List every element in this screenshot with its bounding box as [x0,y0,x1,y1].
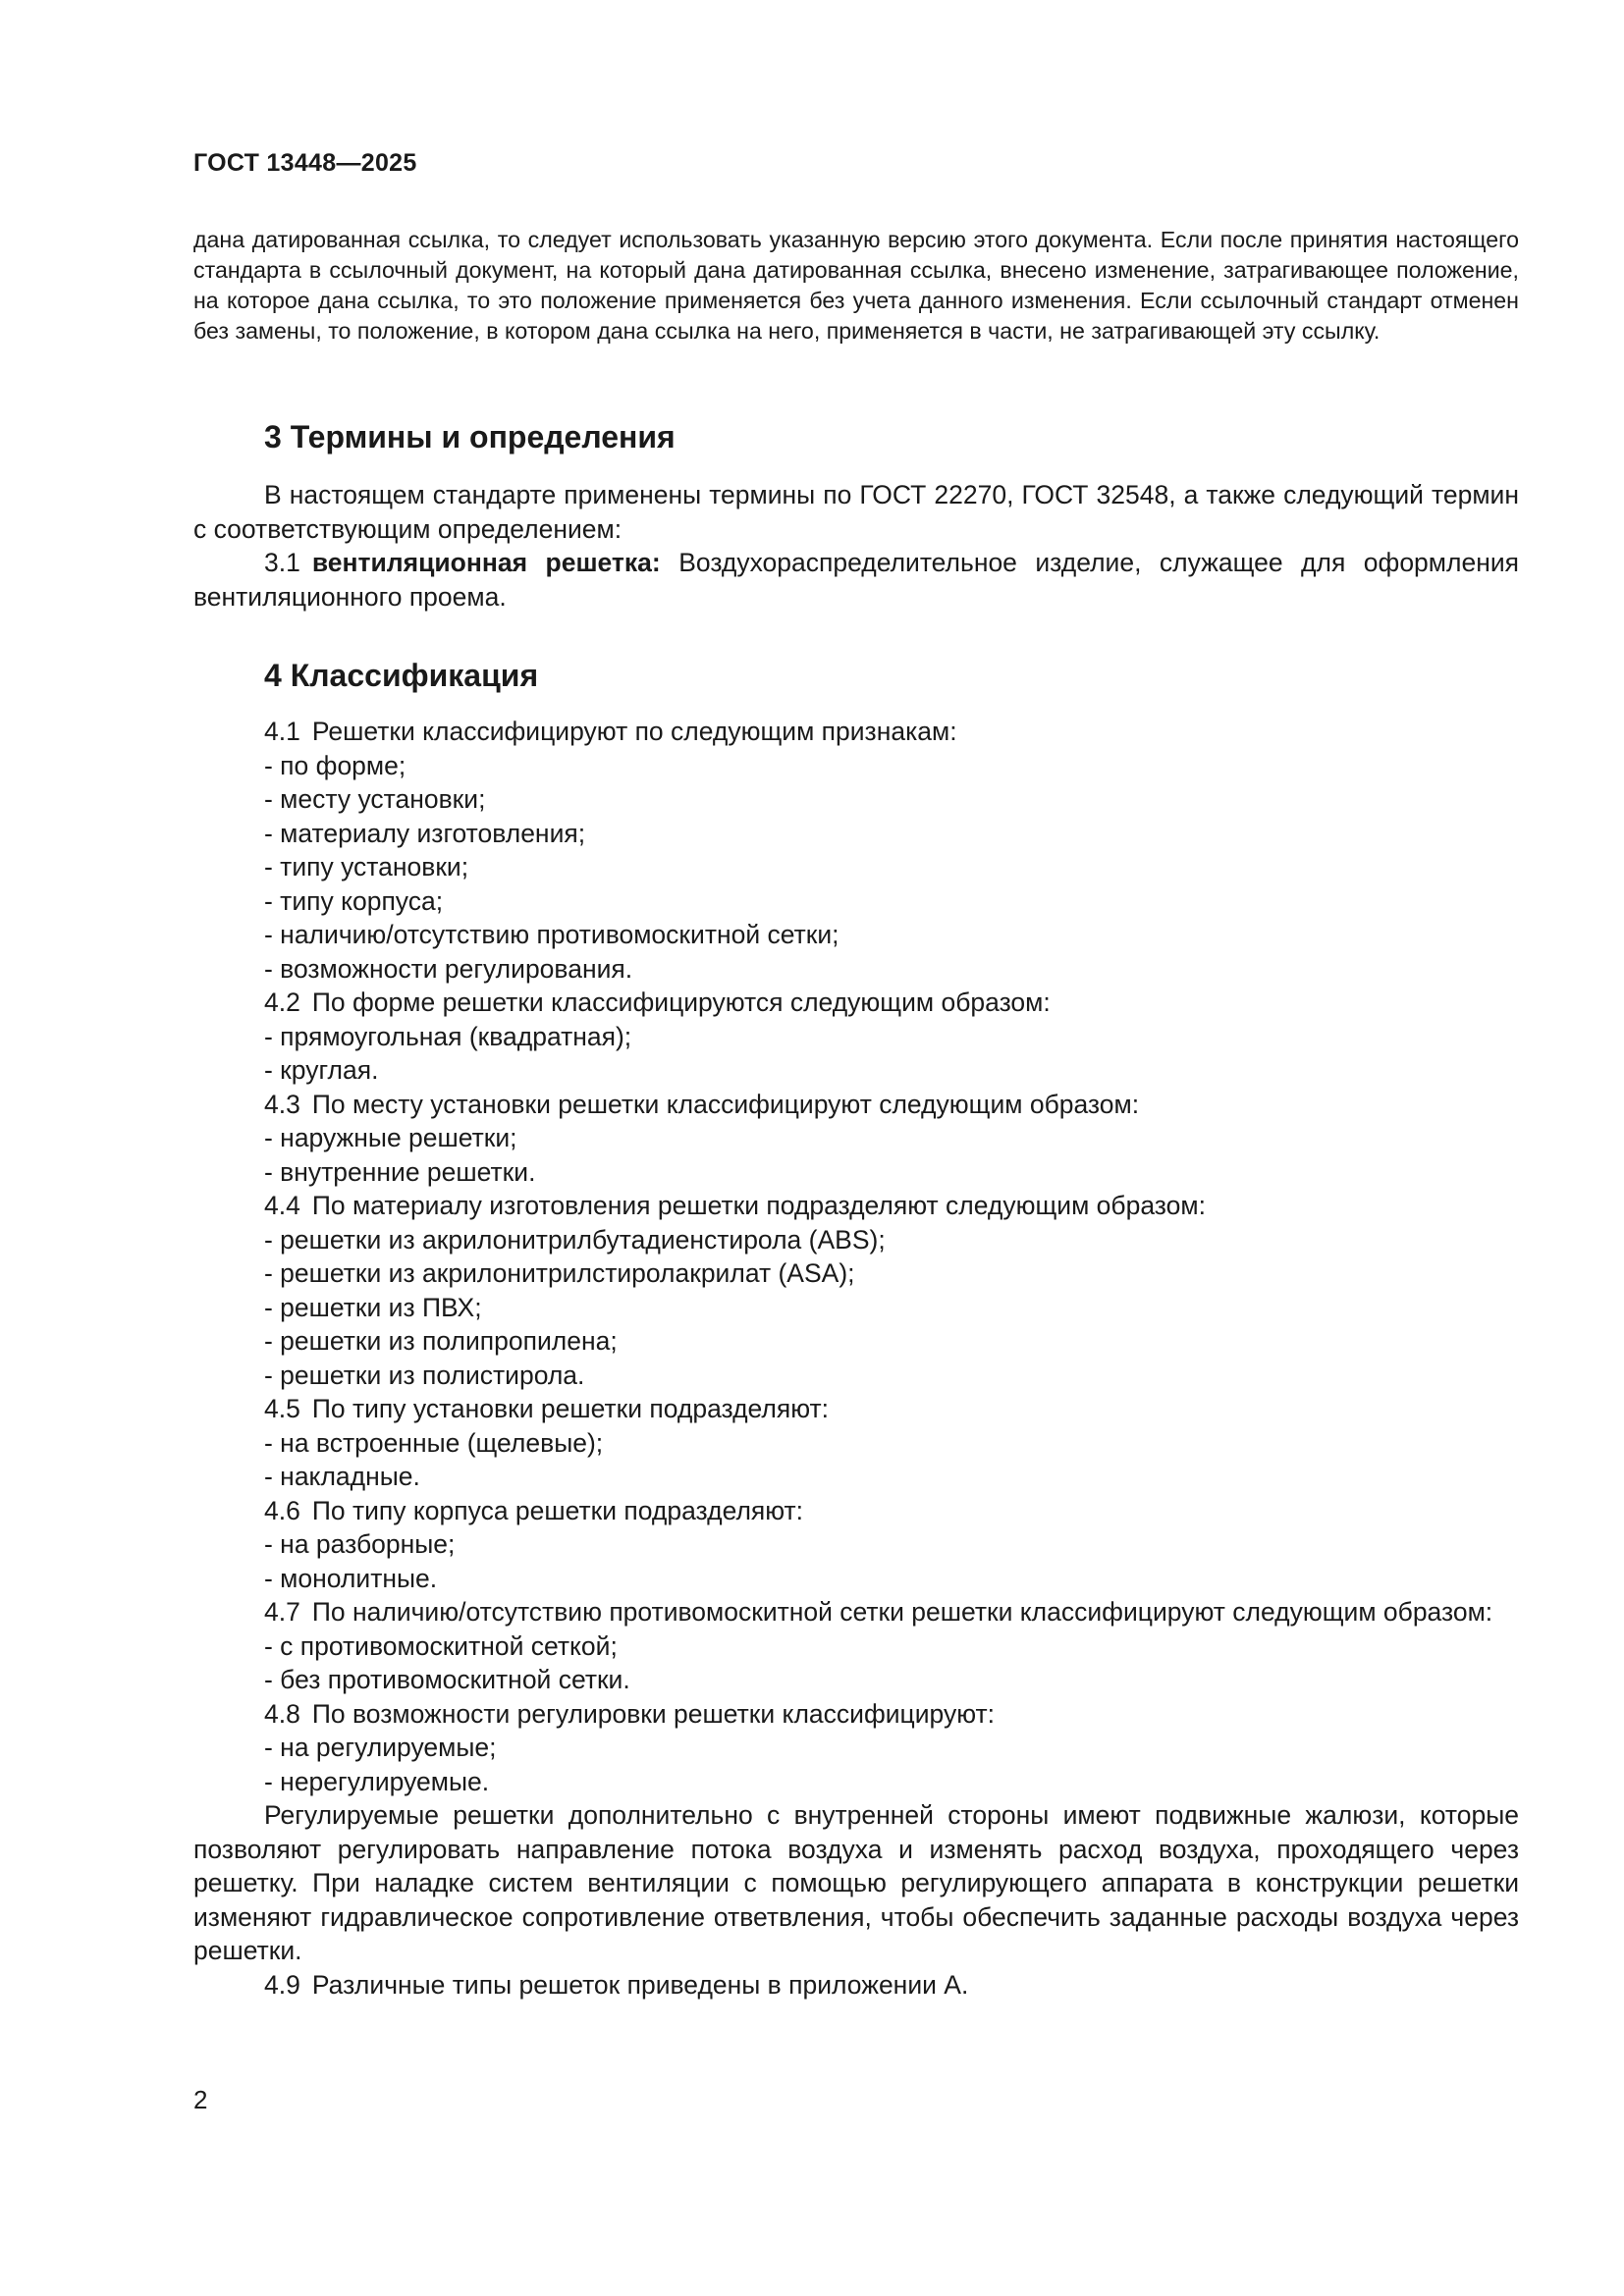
clause-text: По типу корпуса решетки подразделяют: [311,1495,804,1525]
list-item: - возможности регулирования. [264,953,633,984]
list-item: - круглая. [264,1055,379,1085]
list-item: - на регулируемые; [264,1733,497,1762]
list-item: - наружные решетки; [264,1123,517,1152]
list-item: - прямоугольная (квадратная); [264,1021,632,1051]
dash-list [193,1121,1519,1189]
clause-text: По месту установки решетки классифицируют следующим образом: [311,1089,1140,1119]
clause-4-6 [193,1494,1519,1528]
clause-number: 4.7 [264,1597,300,1627]
clause-4-9 [193,1968,1519,2002]
list-item: - типу установки; [264,852,469,881]
list-item: - решетки из ПВХ; [264,1292,482,1322]
dash-list [193,1731,1519,1798]
clause-4-8 [193,1697,1519,1732]
list-item: - монолитные. [264,1563,438,1593]
clause-number: 3.1 [264,548,300,577]
list-item: - без противомоскитной сетки. [264,1665,630,1694]
list-item: - внутренние решетки. [264,1156,536,1187]
clause-number: 4.9 [264,1969,300,2000]
clause-number: 4.2 [264,988,300,1017]
clause-text: По материалу изготовления решетки подразделяют следующим образом: [311,1191,1206,1220]
list-item: - месту установки; [264,784,486,814]
list-item: - наличию/отсутствию противомоскитной сетки; [264,920,839,949]
clause-number: 4.6 [264,1495,300,1525]
list-item: - решетки из акрилонитрилстиролакрилат (ASA); [264,1258,855,1288]
definition-3-1 [193,546,1519,614]
definition-text: Воздухораспределительное изделие, служащее для оформления вентиляционного проема. [193,548,1520,612]
section-4-heading: 4 Классификация [264,658,539,693]
clause-4-2 [193,986,1519,1020]
list-item: - на разборные; [264,1529,456,1559]
section-3-intro: В настоящем стандарте применены термины по ГОСТ 22270, ГОСТ 32548, а также следующий термин с соответствующим определением: [193,480,1519,544]
clause-4-3 [193,1088,1519,1122]
list-item: - решетки из полипропилена; [264,1326,618,1356]
clause-number: 4.4 [264,1191,300,1220]
section-3-heading: 3 Термины и определения [264,419,676,454]
defined-term: вентиляционная решетка: [311,548,661,577]
list-item: - на встроенные (щелевые); [264,1427,604,1458]
clause-text: Решетки классифицируют по следующим признакам: [311,717,957,746]
continued-paragraph: дана датированная ссылка, то следует использовать указанную версию этого документа. Если после принятия настоящего стандарта в ссылочный документ, на который дана датированная ссылка, внесено изменение, затрагивающее положение, на которое дана ссылка, то это положение применяется без учета данного изменения. Если ссылочный стандарт отменен без замены, то положение, в котором дана ссылка на него, применяется в части, не затрагивающей эту ссылку. [193,227,1519,344]
document-body [193,417,1519,2002]
list-item: - накладные. [264,1462,420,1491]
clause-4-5 [193,1392,1519,1426]
clause-text: По форме решетки классифицируются следующим образом: [311,988,1051,1017]
adjustable-grilles-note: Регулируемые решетки дополнительно с внутренней стороны имеют подвижные жалюзи, которые позволяют регулировать направление потока воздуха и изменять расход воздуха, проходящего через решетку. При наладке систем вентиляции с помощью регулирующего аппарата в конструкции решетки изменяют гидравлическое сопротивление ответвления, чтобы обеспечить заданные расходы воздуха через решетки. [193,1800,1519,1965]
dash-list [193,1223,1519,1393]
dash-list [193,1629,1519,1697]
list-item: - с противомоскитной сеткой; [264,1630,618,1661]
clause-4-7 [193,1595,1519,1629]
list-item: - решетки из акрилонитрилбутадиенстирола (ABS); [264,1224,886,1255]
clause-text: По типу установки решетки подразделяют: [311,1394,830,1423]
clause-number: 4.5 [264,1394,300,1423]
classification-clauses [193,715,1519,1798]
clause-4-4 [193,1189,1519,1223]
dash-list [193,749,1519,987]
dash-list [193,1020,1519,1088]
clause-text: По наличию/отсутствию противомоскитной сетки решетки классифицируют следующим образом: [311,1597,1493,1627]
list-item: - типу корпуса; [264,885,444,916]
dash-list [193,1426,1519,1494]
clause-number: 4.1 [264,717,300,746]
clause-text: По возможности регулировки решетки классифицируют: [311,1698,996,1729]
list-item: - материалу изготовления; [264,818,586,848]
list-item: - нерегулируемые. [264,1766,490,1796]
dash-list [193,1527,1519,1595]
clause-4-1 [193,715,1519,749]
list-item: - по форме; [264,750,406,780]
clause-number: 4.3 [264,1089,300,1119]
clause-text: Различные типы решеток приведены в приложении А. [311,1969,969,2000]
page-number: 2 [193,2085,208,2114]
list-item: - решетки из полистирола. [264,1360,585,1390]
clause-number: 4.8 [264,1698,300,1729]
document-code-header: ГОСТ 13448—2025 [193,149,417,177]
